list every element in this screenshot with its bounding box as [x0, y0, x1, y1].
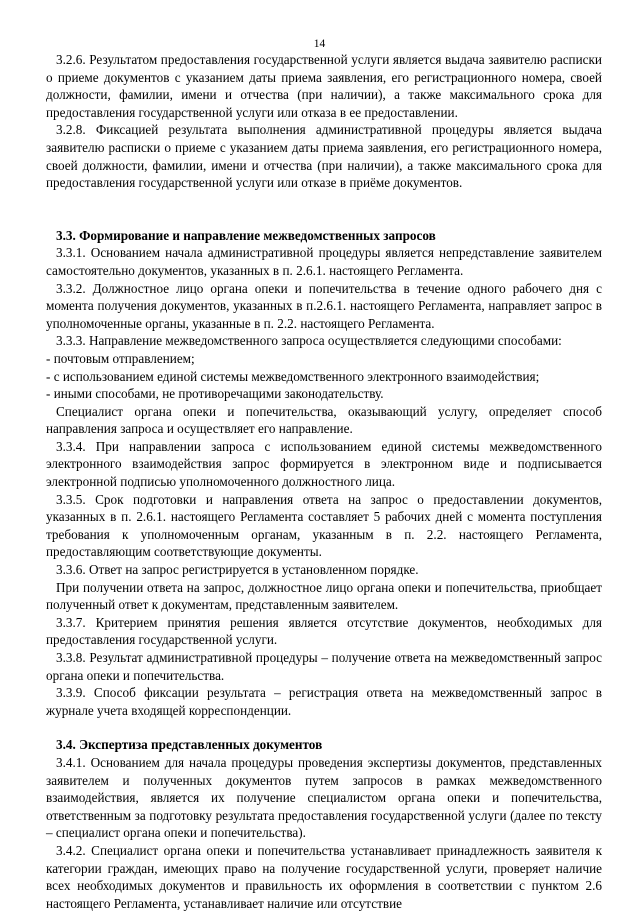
paragraph-3-2-6: 3.2.6. Результатом предоставления государственной услуги является выдача заявителю расписки о приеме документов с указанием даты приема заявления, его регистрационного номера, своей должности, фамилии, имени и отчества (при наличии), а также максимального срока для предоставления государственной услуги или отказа в ее предоставлении. [46, 52, 602, 120]
paragraph-3-3-4: 3.3.4. При направлении запроса с использованием единой системы межведомственного электронного взаимодействия запрос формируется в электронном виде и подписывается электронной подписью уполномоченного должностного лица. [46, 438, 602, 490]
section-heading-3-4: 3.4. Экспертиза представленных документов [56, 737, 323, 753]
paragraph-3-3-6: 3.3.6. Ответ на запрос регистрируется в установленном порядке. [56, 562, 419, 578]
paragraph-3-3-3: 3.3.3. Направление межведомственного запроса осуществляется следующими способами: [56, 333, 562, 349]
paragraph-3-3-5: 3.3.5. Срок подготовки и направления ответа на запрос о предоставлении документов, указанных в п. 2.6.1. настоящего Регламента составляет 5 рабочих дней с момента поступления требования к уполномоченным органам, указанным в п. 2.2. настоящего Регламента, предоставляющим соответствующие документы. [46, 491, 602, 560]
section-heading-3-3: 3.3. Формирование и направление межведомственных запросов [56, 227, 436, 243]
list-item-mail: - почтовым отправлением; [46, 350, 195, 366]
list-item-other-methods: - иными способами, не противоречащими законодательству. [46, 386, 384, 402]
paragraph-response-received: При получении ответа на запрос, должностное лицо органа опеки и попечительства, приобщает полученный ответ к документам, представленным заявителем. [46, 579, 602, 613]
paragraph-3-3-7: 3.3.7. Критерием принятия решения является отсутствие документов, необходимых для предоставления государственной услуги. [46, 614, 602, 648]
paragraph-3-2-8: 3.2.8. Фиксацией результата выполнения административной процедуры является выдача заявителю расписки о приеме с указанием даты приема заявления, его регистрационного номера, своей должности, фамилии, имени и отчества (при наличии), а также максимального срока для предоставления государственной услуги или отказе в приёме документов. [46, 122, 602, 191]
paragraph-3-3-8: 3.3.8. Результат административной процедуры – получение ответа на межведомственный запрос органа опеки и попечительства. [46, 650, 602, 683]
page-number: 14 [313, 38, 326, 50]
paragraph-3-3-2: 3.3.2. Должностное лицо органа опеки и попечительства в течение одного рабочего дня с момента получения документов, указанных в п.2.6.1. настоящего Регламента, направляет запрос в уполномоченные органы, указанные в п. 2.2. настоящего Регламента. [46, 280, 602, 331]
paragraph-3-3-1: 3.3.1. Основанием начала административной процедуры является непредставление заявителем самостоятельно документов, указанных в п. 2.6.1. настоящего Регламента. [46, 245, 602, 278]
paragraph-3-3-9: 3.3.9. Способ фиксации результата – регистрация ответа на межведомственный запрос в журнале учета входящей корреспонденции. [46, 685, 602, 718]
document-body [46, 51, 602, 912]
paragraph-3-4-1: 3.4.1. Основанием для начала процедуры проведения экспертизы документов, представленных заявителем и полученных документов путем запросов в рамках межведомственного взаимодействия, является их получение специалистом органа опеки и попечительства, ответственным за подготовку результата предоставления государственной услуги (далее по тексту – специалист органа опеки и попечительства). [46, 754, 602, 841]
list-item-electronic-system: - с использованием единой системы межведомственного электронного взаимодействия; [46, 368, 540, 384]
paragraph-specialist-method: Специалист органа опеки и попечительства, оказывающий услугу, определяет способ направления запроса и осуществляет его направление. [46, 403, 602, 437]
paragraph-3-4-2: 3.4.2. Специалист органа опеки и попечительства устанавливает принадлежность заявителя к категории граждан, имеющих право на получение государственной услуги, проверяет наличие всех необходимых документов и правильность их оформления в соответствии с пунктом 2.6 настоящего Регламента, устанавливает наличие или отсутствие [46, 842, 602, 911]
